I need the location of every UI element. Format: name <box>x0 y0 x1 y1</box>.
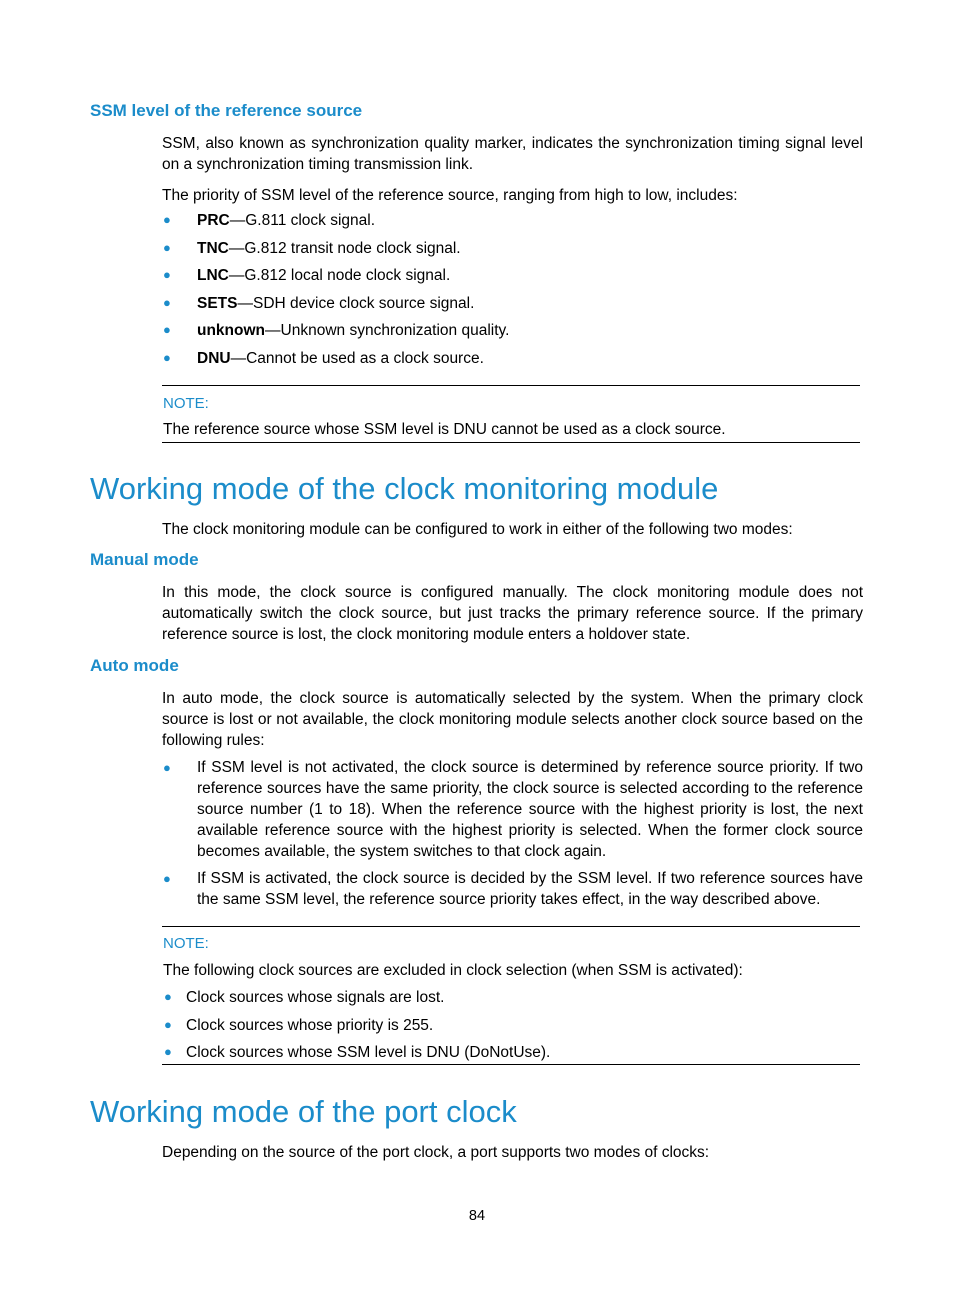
list-item-text: If SSM level is not activated, the clock source is determined by reference source priority. If two reference sources have the same priority, the clock source is selected according to the reference source number (1 to 18). When the reference source with the highest priority is lost, the next available reference source with the highest priority is selected. When the former clock source becomes available, the system switches to that clock again. <box>197 759 863 860</box>
section-heading-clock-monitoring: Working mode of the clock monitoring module <box>90 471 719 506</box>
note-label: NOTE: <box>163 395 209 412</box>
paragraph-ssm-definition: SSM, also known as synchronization quality marker, indicates the synchronization timing signal level on a synchronization timing transmission link. <box>162 135 863 173</box>
note-box-excluded-sources <box>162 926 860 1065</box>
list-item <box>162 267 863 295</box>
note-text: The following clock sources are excluded in clock selection (when SSM is activated): <box>163 962 743 979</box>
list-item <box>162 322 863 350</box>
section-heading-auto-mode: Auto mode <box>90 656 179 675</box>
note-text: The reference source whose SSM level is DNU cannot be used as a clock source. <box>163 421 726 438</box>
list-item <box>162 295 863 323</box>
list-item-term: unknown <box>197 322 266 340</box>
bullet-icon: ● <box>164 1044 172 1060</box>
list-item-desc: —G.812 local node clock signal. <box>228 267 451 285</box>
bullet-icon: ● <box>163 267 171 283</box>
list-item-desc: —G.811 clock signal. <box>229 212 376 229</box>
bullet-icon: ● <box>164 1016 172 1032</box>
list-item-term: SETS <box>197 294 238 312</box>
list-item-text: If SSM is activated, the clock source is decided by the SSM level. If two reference sources have the same SSM level, the reference source priority takes effect, in the way described above. <box>197 870 863 908</box>
paragraph-clock-intro: The clock monitoring module can be configured to work in either of the following two modes: <box>162 521 793 538</box>
paragraph-manual-mode: In this mode, the clock source is configured manually. The clock monitoring module does not automatically switch the clock source, but just tracks the primary reference source. If the primary reference source is lost, the clock monitoring module enters a holdover state. <box>162 584 863 643</box>
bullet-icon: ● <box>164 989 172 1004</box>
list-item-term: PRC <box>197 212 230 229</box>
list-item-text: Clock sources whose priority is 255. <box>186 1016 434 1034</box>
section-heading-ssm-level: SSM level of the reference source <box>90 101 363 120</box>
list-item-desc: —SDH device clock source signal. <box>237 294 475 312</box>
list-item <box>162 240 863 268</box>
bullet-icon: ● <box>163 349 171 365</box>
ssm-level-list <box>162 212 863 378</box>
note-label: NOTE: <box>163 935 209 952</box>
bullet-icon: ● <box>163 212 171 227</box>
bullet-icon: ● <box>163 322 171 338</box>
bullet-icon: ● <box>163 239 171 255</box>
bullet-icon: ● <box>163 760 171 775</box>
note-box-dnu <box>162 385 860 443</box>
list-item <box>162 757 863 862</box>
list-item <box>162 989 852 1017</box>
list-item <box>162 350 863 378</box>
list-item-term: DNU <box>197 349 231 367</box>
bullet-icon: ● <box>163 294 171 310</box>
list-item <box>162 1017 852 1045</box>
list-item-desc: —Cannot be used as a clock source. <box>230 349 484 367</box>
page-number: 84 <box>468 1208 486 1224</box>
auto-mode-rules-list <box>162 757 863 910</box>
note-list <box>162 989 852 1072</box>
section-heading-port-clock: Working mode of the port clock <box>90 1094 517 1129</box>
paragraph-auto-mode: In auto mode, the clock source is automatically selected by the system. When the primary clock source is lost or not available, the clock monitoring module selects another clock source based on the following rules: <box>162 690 863 749</box>
list-item-term: LNC <box>197 267 229 285</box>
list-item-desc: —G.812 transit node clock signal. <box>228 239 461 257</box>
bullet-icon: ● <box>163 871 171 886</box>
list-item-text: Clock sources whose SSM level is DNU (DoNotUse). <box>186 1044 551 1062</box>
list-item-desc: —Unknown synchronization quality. <box>265 322 510 340</box>
list-item <box>162 868 863 910</box>
list-item-term: TNC <box>197 239 229 257</box>
list-item-text: Clock sources whose signals are lost. <box>186 989 445 1006</box>
list-item <box>162 212 863 240</box>
paragraph-port-clock-intro: Depending on the source of the port clock, a port supports two modes of clocks: <box>162 1144 710 1161</box>
paragraph-ssm-priority: The priority of SSM level of the reference source, ranging from high to low, includes: <box>162 187 738 204</box>
section-heading-manual-mode: Manual mode <box>90 550 199 569</box>
list-item <box>162 1044 852 1072</box>
